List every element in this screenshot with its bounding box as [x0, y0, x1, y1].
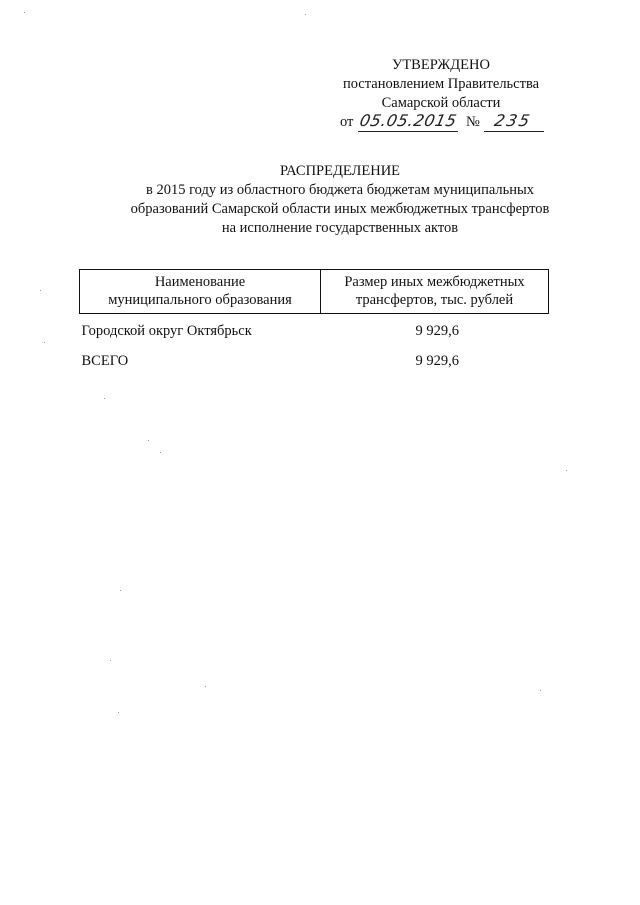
approval-date-row [340, 111, 546, 133]
title-line-2: образований Самарской области иных межбюджетных трансфертов [130, 201, 550, 217]
municipality-name: Городской округ Октябрьск [81, 323, 252, 339]
scan-speck [110, 660, 111, 661]
column-header-amount-line-1: Размер иных межбюджетных [344, 274, 525, 290]
approval-block [336, 56, 546, 113]
number-underline [484, 131, 544, 132]
title-line-3: на исполнение государственных актов [221, 220, 459, 236]
date-underline [358, 131, 458, 132]
table-header-row [80, 270, 549, 314]
scan-speck [566, 470, 567, 471]
scan-speck [44, 342, 45, 343]
date-prefix: от [340, 114, 354, 130]
approval-heading: УТВЕРЖДЕНО [392, 57, 490, 73]
column-header-municipality [80, 270, 321, 314]
scan-speck [160, 452, 161, 453]
approval-region: Самарской области [381, 95, 501, 111]
scan-speck [305, 14, 306, 15]
transfer-amount: 9 929,6 [415, 323, 459, 339]
column-header-municipality-line-2: муниципального образования [108, 292, 292, 308]
column-header-amount [321, 270, 549, 314]
number-sign: № [466, 114, 480, 130]
column-header-municipality-line-1: Наименование [154, 274, 246, 290]
title-line-1: в 2015 году из областного бюджета бюджетам муниципальных [145, 182, 534, 198]
table-total-row [80, 348, 549, 370]
document-title [60, 162, 620, 238]
scan-speck [118, 712, 119, 713]
table-row [80, 314, 549, 349]
handwritten-number: 235 [492, 111, 534, 130]
scan-speck [40, 290, 41, 291]
scan-speck [24, 12, 25, 13]
column-header-amount-line-2: трансфертов, тыс. рублей [355, 292, 514, 308]
total-amount: 9 929,6 [415, 353, 459, 369]
approval-issuer: постановлением Правительства [342, 76, 540, 92]
scan-speck [120, 590, 121, 591]
distribution-table [79, 269, 549, 370]
title-heading: РАСПРЕДЕЛЕНИЕ [279, 163, 401, 179]
scan-speck [540, 690, 541, 691]
scan-speck [104, 398, 105, 399]
handwritten-date: 05.05.2015 [357, 111, 459, 130]
scan-speck [148, 440, 149, 441]
total-label: ВСЕГО [81, 353, 129, 369]
scan-speck [205, 686, 206, 687]
